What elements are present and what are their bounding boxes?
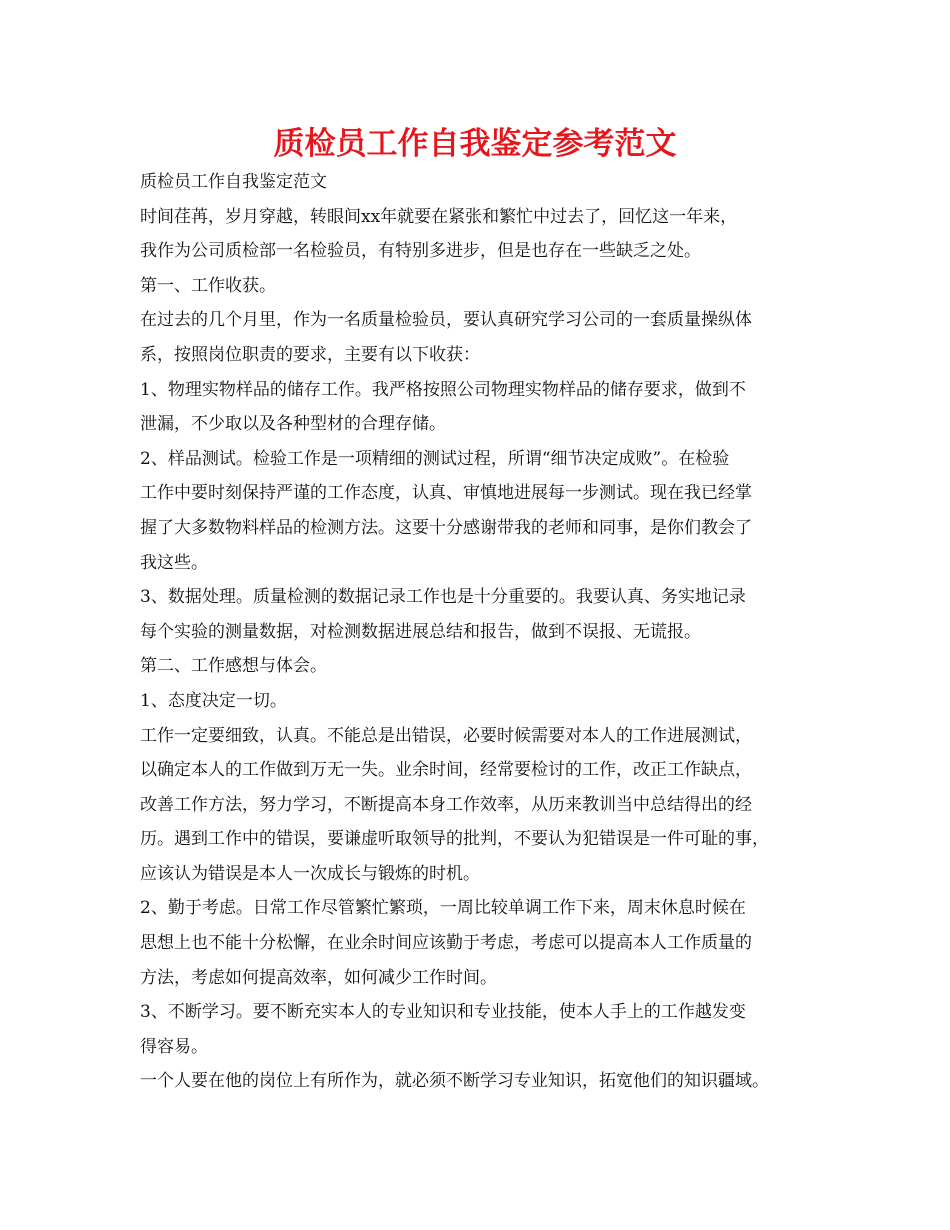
body-line: 3、数据处理。质量检测的数据记录工作也是十分重要的。我要认真、务实地记录 [140, 587, 746, 608]
body-line: 以确定本人的工作做到万无一失。业余时间，经常要检讨的工作，改正工作缺点， [140, 760, 752, 781]
body-line: 我作为公司质检部一名检验员，有特别多进步，但是也存在一些缺乏之处。 [140, 241, 701, 262]
body-line: 思想上也不能十分松懈，在业余时间应该勤于考虑，考虑可以提高本人工作质量的 [140, 933, 752, 954]
body-line: 握了大多数物料样品的检测方法。这要十分感谢带我的老师和同事，是你们教会了 [140, 517, 752, 538]
section-heading: 第二、工作感想与体会。 [140, 656, 327, 677]
body-line: 得容易。 [140, 1036, 208, 1057]
body-line: 一个人要在他的岗位上有所作为，就必须不断学习专业知识，拓宽他们的知识疆域。 [140, 1071, 769, 1092]
body-line: 2、勤于考虑。日常工作尽管繁忙繁琐，一周比较单调工作下来，周末休息时候在 [140, 898, 746, 919]
body-line: 1、态度决定一切。 [140, 690, 287, 711]
body-line: 3、不断学习。要不断充实本人的专业知识和专业技能，使本人手上的工作越发变 [140, 1002, 746, 1023]
body-line: 我这些。 [140, 552, 208, 573]
body-line: 1、物理实物样品的储存工作。我严格按照公司物理实物样品的储存要求，做到不 [140, 379, 746, 400]
document-body [140, 165, 830, 1099]
body-line: 系，按照岗位职责的要求，主要有以下收获： [140, 344, 480, 365]
body-line: 改善工作方法，努力学习，不断提高本身工作效率，从历来教训当中总结得出的经 [140, 794, 752, 815]
body-line: 历。遇到工作中的错误，要谦虚听取领导的批判，不要认为犯错误是一件可耻的事， [140, 829, 769, 850]
body-line: 在过去的几个月里，作为一名质量检验员，要认真研究学习公司的一套质量操纵体 [140, 310, 752, 331]
body-line: 每个实验的测量数据，对检测数据进展总结和报告，做到不误报、无谎报。 [140, 621, 701, 642]
body-line: 应该认为错误是本人一次成长与锻炼的时机。 [140, 863, 480, 884]
body-line: 工作一定要细致，认真。不能总是出错误，必要时候需要对本人的工作进展测试， [140, 725, 752, 746]
body-line: 工作中要时刻保持严谨的工作态度，认真、审慎地进展每一步测试。现在我已经掌 [140, 483, 752, 504]
section-heading: 第一、工作收获。 [140, 275, 276, 296]
body-line: 2、样品测试。检验工作是一项精细的测试过程，所谓“细节决定成败”。在检验 [140, 448, 730, 469]
body-line: 泄漏，不少取以及各种型材的合理存储。 [140, 414, 446, 435]
document-title: 质检员工作自我鉴定参考范文 [273, 126, 677, 162]
body-line: 方法，考虑如何提高效率，如何减少工作时间。 [140, 967, 497, 988]
body-line: 时间荏苒，岁月穿越，转眼间xx年就要在紧张和繁忙中过去了，回忆这一年来， [140, 206, 738, 227]
body-line: 质检员工作自我鉴定范文 [140, 172, 327, 192]
